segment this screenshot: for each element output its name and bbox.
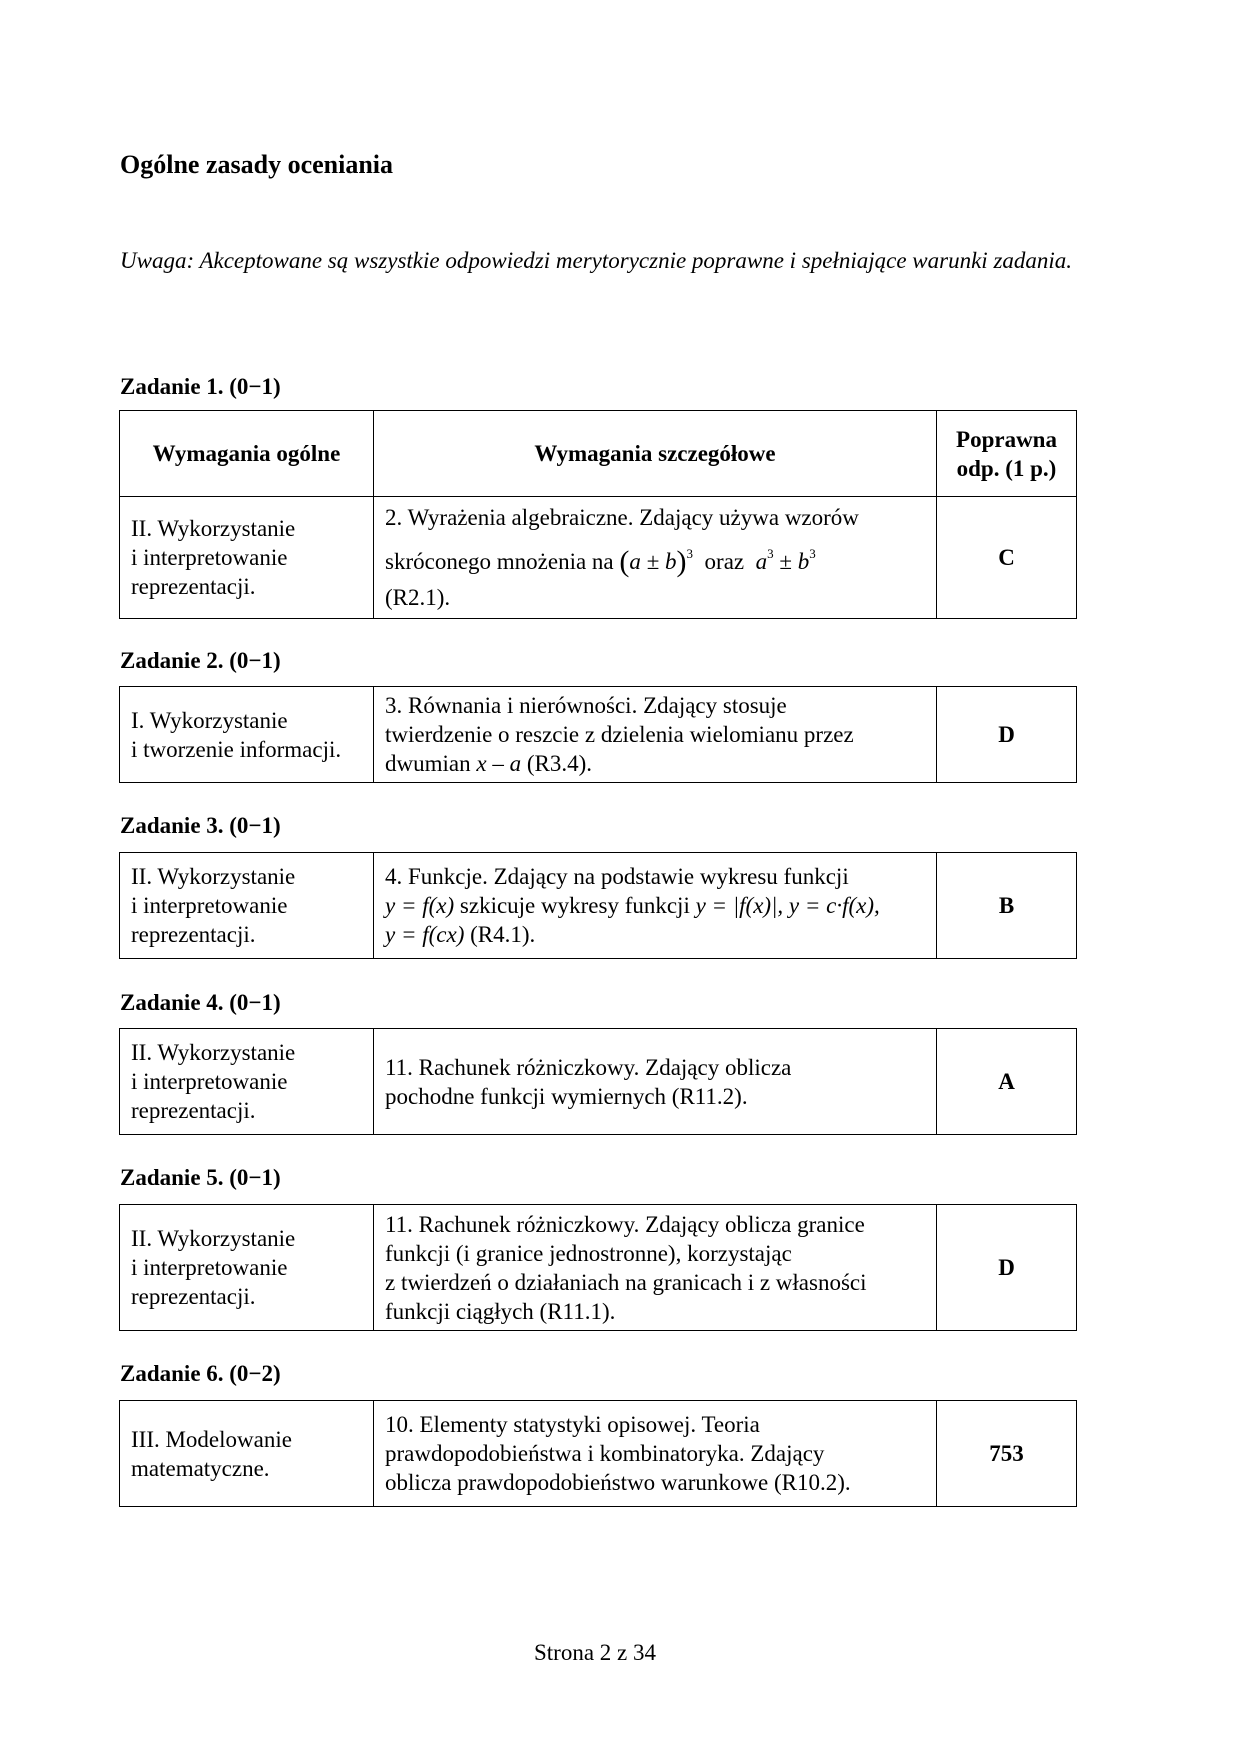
specific-line: 11. Rachunek różniczkowy. Zdający oblicza granice [385, 1211, 865, 1237]
text-fragment: szkicuje wykresy funkcji [454, 893, 696, 918]
task-4-table [119, 1028, 1077, 1135]
formula-b: b [797, 548, 810, 574]
formula-exponent: 3 [767, 545, 774, 561]
header-answer [937, 411, 1077, 497]
formula-exponent: 3 [686, 545, 694, 561]
specific-requirement [374, 1029, 937, 1135]
header-answer-line1: Poprawna [956, 426, 1057, 452]
specific-line: funkcji (i granice jednostronne), korzystając [385, 1240, 792, 1266]
specific-line: funkcji ciągłych (R11.1). [385, 1298, 616, 1324]
correct-answer: B [937, 853, 1077, 959]
correct-answer: 753 [937, 1401, 1077, 1507]
header-specific: Wymagania szczegółowe [374, 411, 937, 497]
formula-prefix: skróconego mnożenia na [385, 548, 614, 574]
general-line: III. Modelowanie [131, 1426, 292, 1452]
general-requirement [120, 853, 374, 959]
correct-answer: D [937, 687, 1077, 783]
specific-line: prawdopodobieństwa i kombinatoryka. Zdający [385, 1441, 825, 1466]
table-header-row [120, 411, 1077, 497]
scoring-note: Uwaga: Akceptowane są wszystkie odpowiedzi merytorycznie poprawne i spełniające warunki zadania. [120, 248, 1073, 273]
specific-requirement [374, 853, 937, 959]
specific-requirement [374, 1401, 937, 1507]
table-row [120, 1401, 1077, 1507]
header-answer-line2: odp. (1 p.) [956, 455, 1057, 481]
general-requirement [120, 1205, 374, 1331]
text-fragment: (R3.4). [521, 751, 592, 776]
table-row [120, 853, 1077, 959]
header-general: Wymagania ogólne [120, 411, 374, 497]
math-expression: x – a [476, 751, 522, 776]
general-line: i interpretowanie [131, 1255, 288, 1280]
specific-line: oblicza prawdopodobieństwo warunkowe (R10.2). [385, 1470, 851, 1495]
general-line: II. Wykorzystanie [131, 1226, 296, 1251]
text-fragment: (R4.1). [464, 922, 536, 947]
formula-a: a [755, 548, 768, 574]
text-fragment: dwumian [385, 751, 477, 776]
general-line: i interpretowanie [131, 545, 288, 570]
general-line: reprezentacji. [131, 1098, 256, 1123]
task-1-heading: Zadanie 1. (0−1) [120, 374, 281, 399]
general-requirement [120, 497, 374, 619]
task-4-heading: Zadanie 4. (0−1) [120, 990, 281, 1015]
specific-line [385, 749, 925, 778]
specific-line: (R2.1). [385, 584, 451, 610]
task-1-table [119, 410, 1077, 619]
correct-answer: D [937, 1205, 1077, 1331]
table-row [120, 497, 1077, 619]
specific-line: twierdzenie o reszcie z dzielenia wielomianu przez [385, 722, 854, 747]
specific-line: 2. Wyrażenia algebraiczne. Zdający używa wzorów [385, 504, 859, 530]
formula-a-plus-minus-b: a ± b [629, 548, 677, 574]
task-3-table [119, 852, 1077, 959]
task-5-table [119, 1204, 1077, 1331]
general-line: reprezentacji. [131, 922, 256, 947]
general-line: reprezentacji. [131, 1284, 256, 1309]
correct-answer: C [937, 497, 1077, 619]
specific-requirement [374, 497, 937, 619]
math-expression: y = |f(x)|, y = c·f(x), [695, 893, 880, 918]
general-line: II. Wykorzystanie [131, 1040, 296, 1065]
general-line: i interpretowanie [131, 893, 288, 918]
formula-conjunction: oraz [704, 548, 745, 574]
correct-answer: A [937, 1029, 1077, 1135]
specific-line: 4. Funkcje. Zdający na podstawie wykresu funkcji [385, 864, 849, 889]
general-requirement [120, 1029, 374, 1135]
general-line: II. Wykorzystanie [131, 516, 296, 541]
task-2-table [119, 686, 1077, 783]
general-line: I. Wykorzystanie [131, 707, 288, 733]
specific-requirement [374, 1205, 937, 1331]
specific-line: 3. Równania i nierówności. Zdający stosuje [385, 693, 787, 718]
specific-line-formula: skróconego mnożenia na $(a \pm b)^3$ oraz $a^3 \pm b^3$ [385, 544, 816, 578]
table-row [120, 687, 1077, 783]
table-row [120, 1205, 1077, 1331]
task-5-heading: Zadanie 5. (0−1) [120, 1165, 281, 1190]
task-6-heading: Zadanie 6. (0−2) [120, 1361, 281, 1386]
formula-plus-minus: ± [773, 548, 798, 574]
general-line: matematyczne. [131, 1455, 270, 1481]
task-3-heading: Zadanie 3. (0−1) [120, 813, 281, 838]
general-requirement [120, 687, 374, 783]
formula-exponent: 3 [809, 545, 816, 561]
specific-line: 10. Elementy statystyki opisowej. Teoria [385, 1412, 760, 1437]
general-line: reprezentacji. [131, 574, 256, 599]
math-expression: y = f(cx) [385, 922, 465, 947]
general-requirement [120, 1401, 374, 1507]
specific-line: 11. Rachunek różniczkowy. Zdający oblicza [385, 1054, 792, 1080]
general-line: II. Wykorzystanie [131, 864, 296, 889]
page-title: Ogólne zasady oceniania [120, 150, 394, 179]
table-row [120, 1029, 1077, 1135]
specific-line [385, 920, 925, 949]
general-line: i interpretowanie [131, 1069, 288, 1094]
specific-line: pochodne funkcji wymiernych (R11.2). [385, 1083, 748, 1109]
general-line: i tworzenie informacji. [131, 736, 342, 762]
math-expression: y = f(x) [385, 893, 455, 918]
specific-line: z twierdzeń o działaniach na granicach i z własności [385, 1269, 867, 1295]
specific-line [385, 891, 925, 920]
page-number: Strona 2 z 34 [533, 1640, 656, 1665]
specific-requirement [374, 687, 937, 783]
task-2-heading: Zadanie 2. (0−1) [120, 648, 281, 673]
task-6-table [119, 1400, 1077, 1507]
